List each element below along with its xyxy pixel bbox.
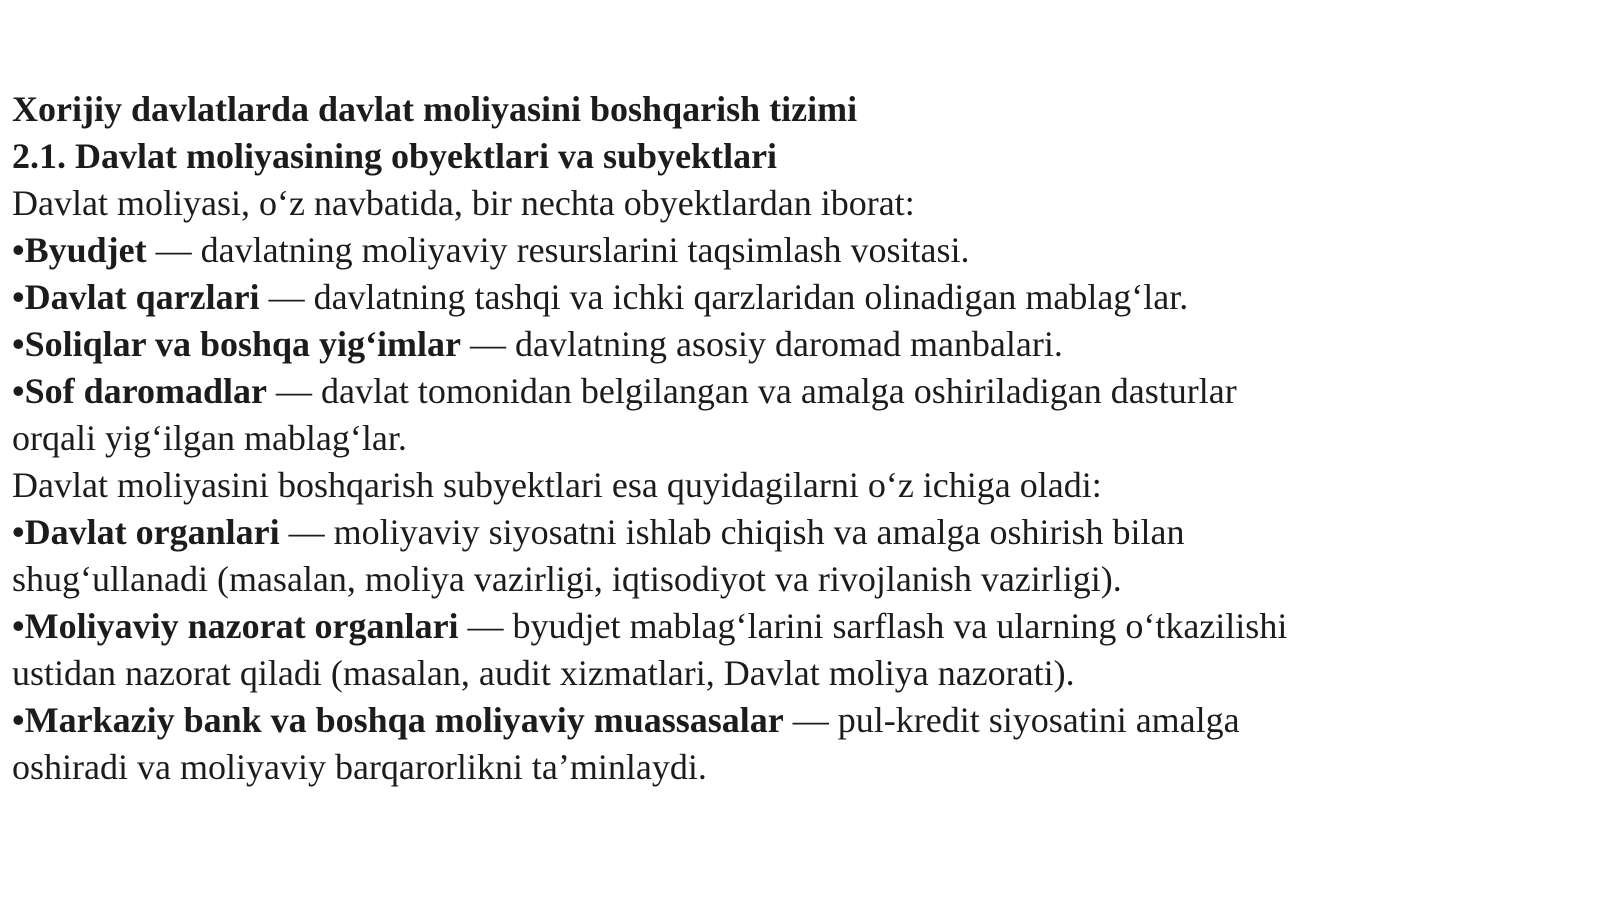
term-label: Moliyaviy nazorat organlari bbox=[24, 606, 459, 646]
slide-content bbox=[12, 86, 1572, 791]
term-description: — davlatning moliyaviy resurslarini taqsimlash vositasi. bbox=[146, 230, 970, 270]
bullet-icon: • bbox=[12, 277, 25, 317]
objects-intro: Davlat moliyasi, oʻz navbatida, bir nechta obyektlardan iborat: bbox=[12, 183, 915, 223]
list-item-continuation: orqali yigʻilgan mablagʻlar. bbox=[12, 418, 407, 458]
term-description: — davlatning tashqi va ichki qarzlaridan olinadigan mablagʻlar. bbox=[259, 277, 1189, 317]
term-description: — davlatning asosiy daromad manbalari. bbox=[461, 324, 1063, 364]
term-label: Markaziy bank va boshqa moliyaviy muassasalar bbox=[24, 700, 784, 740]
term-description: — pul-kredit siyosatini amalga bbox=[783, 700, 1240, 740]
term-label: Davlat organlari bbox=[24, 512, 280, 552]
term-label: Davlat qarzlari bbox=[24, 277, 260, 317]
bullet-icon: • bbox=[12, 700, 25, 740]
page-title: Xorijiy davlatlarda davlat moliyasini boshqarish tizimi bbox=[12, 89, 858, 129]
list-item-objects-1 bbox=[12, 274, 1572, 321]
list-item-continuation: shugʻullanadi (masalan, moliya vazirligi, iqtisodiyot va rivojlanish vazirligi). bbox=[12, 559, 1122, 599]
term-description: — davlat tomonidan belgilangan va amalga oshiriladigan dasturlar bbox=[266, 371, 1237, 411]
list-item-continuation: oshiradi va moliyaviy barqarorlikni taʼminlaydi. bbox=[12, 747, 707, 787]
term-label: Byudjet bbox=[24, 230, 147, 270]
bullet-icon: • bbox=[12, 606, 25, 646]
term-description: — byudjet mablagʻlarini sarflash va ularning oʻtkazilishi bbox=[458, 606, 1288, 646]
list-item-objects-3 bbox=[12, 368, 1572, 415]
list-item-objects-0 bbox=[12, 227, 1572, 274]
list-item-subjects-2 bbox=[12, 697, 1572, 744]
term-label: Sof daromadlar bbox=[24, 371, 267, 411]
bullet-icon: • bbox=[12, 512, 25, 552]
list-item-continuation: ustidan nazorat qiladi (masalan, audit xizmatlari, Davlat moliya nazorati). bbox=[12, 653, 1075, 693]
bullet-icon: • bbox=[12, 230, 25, 270]
subjects-intro: Davlat moliyasini boshqarish subyektlari esa quyidagilarni oʻz ichiga oladi: bbox=[12, 465, 1102, 505]
list-item-objects-2 bbox=[12, 321, 1572, 368]
list-item-subjects-1 bbox=[12, 603, 1572, 650]
term-label: Soliqlar va boshqa yigʻimlar bbox=[24, 324, 462, 364]
bullet-icon: • bbox=[12, 371, 25, 411]
bullet-icon: • bbox=[12, 324, 25, 364]
term-description: — moliyaviy siyosatni ishlab chiqish va amalga oshirish bilan bbox=[279, 512, 1185, 552]
section-title: 2.1. Davlat moliyasining obyektlari va subyektlari bbox=[12, 136, 778, 176]
list-item-subjects-0 bbox=[12, 509, 1572, 556]
